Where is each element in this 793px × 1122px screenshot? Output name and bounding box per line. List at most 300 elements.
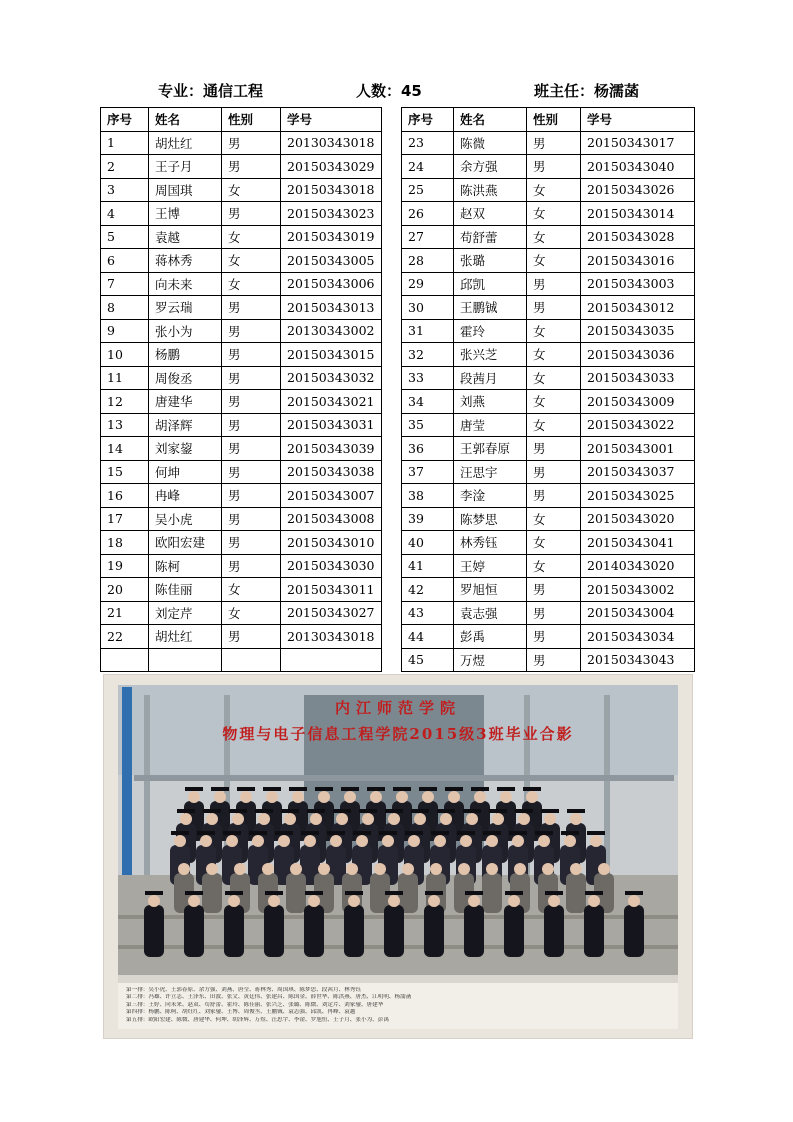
cell-student-id: 20150343039 — [281, 437, 382, 461]
graduate-head — [206, 863, 218, 875]
mortarboard-cap — [585, 891, 603, 895]
cell-number: 30 — [402, 296, 454, 320]
cell-gender — [222, 648, 281, 672]
mortarboard-cap — [385, 891, 403, 895]
cell-number: 8 — [101, 296, 149, 320]
graduate-head — [570, 813, 582, 825]
graduate-head — [232, 813, 244, 825]
graduate-head — [374, 863, 386, 875]
cell-number: 22 — [101, 625, 149, 649]
graduate-figure — [144, 905, 164, 957]
cell-number: 38 — [402, 484, 454, 508]
mortarboard-cap — [275, 831, 293, 835]
graduate-head — [486, 863, 498, 875]
graduate-head — [188, 791, 200, 803]
cell-name: 欧阳宏建 — [149, 531, 222, 555]
table-row — [402, 437, 695, 461]
graduate-head — [434, 835, 446, 847]
cell-name: 何坤 — [149, 460, 222, 484]
major-label: 专业：通信工程 — [158, 82, 264, 100]
cell-number: 24 — [402, 155, 454, 179]
graduate-head — [570, 863, 582, 875]
cell-number: 36 — [402, 437, 454, 461]
graduate-head — [278, 835, 290, 847]
cell-student-id: 20130343018 — [281, 131, 382, 155]
mortarboard-cap — [545, 891, 563, 895]
cell-student-id: 20150343023 — [281, 202, 382, 226]
roster-header — [0, 80, 793, 102]
cell-gender: 男 — [222, 507, 281, 531]
table-row — [101, 484, 382, 508]
mortarboard-cap — [561, 831, 579, 835]
mortarboard-cap — [345, 891, 363, 895]
graduate-head — [290, 863, 302, 875]
mortarboard-cap — [171, 831, 189, 835]
table-row — [402, 296, 695, 320]
table-row — [101, 272, 382, 296]
graduate-head — [234, 863, 246, 875]
mortarboard-cap — [307, 809, 325, 813]
table-row — [101, 648, 382, 672]
cell-student-id: 20150343041 — [581, 531, 695, 555]
roster-table-left — [100, 107, 382, 672]
cell-name: 万煜 — [454, 648, 527, 672]
cell-number: 13 — [101, 413, 149, 437]
graduate-head — [292, 791, 304, 803]
table-row — [402, 460, 695, 484]
mortarboard-cap — [367, 787, 385, 791]
cell-number: 41 — [402, 554, 454, 578]
graduate-figure — [202, 873, 222, 913]
table-row — [402, 578, 695, 602]
graduate-head — [388, 895, 400, 907]
cell-number: 35 — [402, 413, 454, 437]
cell-name: 刘定芹 — [149, 601, 222, 625]
cell-student-id: 20150343022 — [581, 413, 695, 437]
table-row — [101, 249, 382, 273]
cell-name: 冉峰 — [149, 484, 222, 508]
cell-name: 袁越 — [149, 225, 222, 249]
graduate-head — [310, 813, 322, 825]
mortarboard-cap — [203, 809, 221, 813]
col-header-gender: 性别 — [527, 108, 581, 132]
cell-gender: 男 — [222, 531, 281, 555]
cell-name: 王鹏铖 — [454, 296, 527, 320]
table-row — [402, 178, 695, 202]
graduation-group-photo — [103, 674, 693, 1039]
cell-student-id: 20150343029 — [281, 155, 382, 179]
cell-name: 唐建华 — [149, 390, 222, 414]
cell-student-id: 20150343005 — [281, 249, 382, 273]
cell-gender: 男 — [527, 484, 581, 508]
table-row — [101, 155, 382, 179]
graduate-figure — [566, 873, 586, 913]
cell-gender: 男 — [527, 460, 581, 484]
graduate-head — [370, 791, 382, 803]
table-row — [402, 484, 695, 508]
cell-student-id: 20150343007 — [281, 484, 382, 508]
cell-name: 赵双 — [454, 202, 527, 226]
mortarboard-cap — [359, 809, 377, 813]
cell-gender: 女 — [527, 507, 581, 531]
cell-number: 12 — [101, 390, 149, 414]
cell-gender: 男 — [222, 366, 281, 390]
col-header-student-id: 学号 — [281, 108, 382, 132]
cell-student-id: 20150343032 — [281, 366, 382, 390]
col-header-number: 序号 — [402, 108, 454, 132]
cell-name: 王博 — [149, 202, 222, 226]
cell-gender: 男 — [527, 578, 581, 602]
cell-number: 2 — [101, 155, 149, 179]
cell-gender: 男 — [222, 625, 281, 649]
mortarboard-cap — [255, 809, 273, 813]
table-row — [402, 413, 695, 437]
cell-name: 唐莹 — [454, 413, 527, 437]
cell-number: 37 — [402, 460, 454, 484]
table-row — [101, 507, 382, 531]
graduate-head — [330, 835, 342, 847]
cell-gender: 女 — [222, 249, 281, 273]
mortarboard-cap — [263, 787, 281, 791]
mortarboard-cap — [509, 831, 527, 835]
cell-name: 胡灶红 — [149, 131, 222, 155]
graduate-head — [486, 835, 498, 847]
mortarboard-cap — [625, 891, 643, 895]
cell-gender: 女 — [222, 578, 281, 602]
cell-gender: 男 — [527, 296, 581, 320]
cell-name: 汪思宇 — [454, 460, 527, 484]
cell-name: 张小为 — [149, 319, 222, 343]
cell-number: 33 — [402, 366, 454, 390]
graduate-head — [518, 813, 530, 825]
table-row — [101, 578, 382, 602]
mortarboard-cap — [393, 787, 411, 791]
table-row — [402, 390, 695, 414]
cell-gender: 男 — [222, 319, 281, 343]
cell-name: 杨鹏 — [149, 343, 222, 367]
cell-student-id: 20150343003 — [581, 272, 695, 296]
mortarboard-cap — [229, 809, 247, 813]
graduate-head — [148, 895, 160, 907]
col-header-number: 序号 — [101, 108, 149, 132]
mortarboard-cap — [587, 831, 605, 835]
graduate-head — [402, 863, 414, 875]
cell-student-id: 20150343014 — [581, 202, 695, 226]
cell-name: 余方强 — [454, 155, 527, 179]
table-row — [402, 648, 695, 672]
mortarboard-cap — [305, 891, 323, 895]
graduate-head — [206, 813, 218, 825]
cell-gender: 女 — [527, 531, 581, 555]
graduate-head — [336, 813, 348, 825]
cell-gender: 女 — [527, 390, 581, 414]
graduate-figure — [384, 905, 404, 957]
graduate-head — [318, 863, 330, 875]
cell-number: 45 — [402, 648, 454, 672]
graduate-head — [382, 835, 394, 847]
table-row — [402, 531, 695, 555]
cell-name: 苟舒蕾 — [454, 225, 527, 249]
graduate-head — [598, 863, 610, 875]
photo-caption-title: 物理与电子信息工程学院2015级3班毕业合影 — [222, 725, 574, 743]
graduate-head — [526, 791, 538, 803]
graduate-figure — [584, 905, 604, 957]
graduate-head — [548, 895, 560, 907]
cell-student-id: 20150343040 — [581, 155, 695, 179]
cell-number: 21 — [101, 601, 149, 625]
cell-number: 10 — [101, 343, 149, 367]
graduate-head — [308, 895, 320, 907]
cell-student-id: 20150343028 — [581, 225, 695, 249]
table-row — [402, 225, 695, 249]
mortarboard-cap — [465, 891, 483, 895]
graduate-head — [466, 813, 478, 825]
cell-number: 27 — [402, 225, 454, 249]
table-row — [101, 202, 382, 226]
cell-student-id: 20150343021 — [281, 390, 382, 414]
cell-student-id: 20150343036 — [581, 343, 695, 367]
photo-school-title: 内江师范学院 — [334, 699, 461, 717]
mortarboard-cap — [379, 831, 397, 835]
cell-student-id: 20150343027 — [281, 601, 382, 625]
cell-number: 17 — [101, 507, 149, 531]
graduate-head — [344, 791, 356, 803]
mortarboard-cap — [411, 809, 429, 813]
cell-name: 李淦 — [454, 484, 527, 508]
cell-student-id: 20150343020 — [581, 507, 695, 531]
table-row — [101, 131, 382, 155]
mortarboard-cap — [505, 891, 523, 895]
cell-number: 26 — [402, 202, 454, 226]
graduate-head — [188, 895, 200, 907]
mortarboard-cap — [353, 831, 371, 835]
mortarboard-cap — [333, 809, 351, 813]
cell-gender: 男 — [527, 625, 581, 649]
mortarboard-cap — [145, 891, 163, 895]
cell-number: 39 — [402, 507, 454, 531]
cell-student-id: 20150343037 — [581, 460, 695, 484]
graduate-head — [538, 835, 550, 847]
cell-student-id: 20150343035 — [581, 319, 695, 343]
cell-student-id: 20150343025 — [581, 484, 695, 508]
cell-gender: 女 — [527, 554, 581, 578]
table-row — [101, 178, 382, 202]
mortarboard-cap — [523, 787, 541, 791]
graduate-figure — [464, 905, 484, 957]
col-header-student-id: 学号 — [581, 108, 695, 132]
cell-gender: 男 — [527, 437, 581, 461]
table-row — [402, 202, 695, 226]
cell-name: 王郭春原 — [454, 437, 527, 461]
mortarboard-cap — [301, 831, 319, 835]
graduate-figure — [424, 905, 444, 957]
table-row — [101, 225, 382, 249]
graduate-head — [214, 791, 226, 803]
col-header-name: 姓名 — [149, 108, 222, 132]
cell-student-id: 20150343010 — [281, 531, 382, 555]
cell-student-id: 20130343002 — [281, 319, 382, 343]
graduate-head — [544, 813, 556, 825]
mortarboard-cap — [223, 831, 241, 835]
cell-gender: 男 — [527, 272, 581, 296]
table-row — [101, 625, 382, 649]
mortarboard-cap — [541, 809, 559, 813]
cell-name: 彭禹 — [454, 625, 527, 649]
cell-gender: 男 — [222, 343, 281, 367]
cell-gender: 女 — [527, 366, 581, 390]
graduate-head — [258, 813, 270, 825]
table-row — [402, 554, 695, 578]
cell-gender: 男 — [222, 390, 281, 414]
roster-table-right — [401, 107, 695, 672]
cell-name: 张兴芝 — [454, 343, 527, 367]
cell-number: 9 — [101, 319, 149, 343]
cell-gender: 女 — [527, 413, 581, 437]
graduate-head — [588, 895, 600, 907]
table-row — [101, 601, 382, 625]
graduate-head — [252, 835, 264, 847]
cell-student-id — [281, 648, 382, 672]
mortarboard-cap — [385, 809, 403, 813]
table-row — [101, 343, 382, 367]
cell-number: 3 — [101, 178, 149, 202]
cell-gender: 女 — [527, 178, 581, 202]
cell-student-id: 20150343031 — [281, 413, 382, 437]
cell-gender: 女 — [527, 249, 581, 273]
mortarboard-cap — [265, 891, 283, 895]
mortarboard-cap — [405, 831, 423, 835]
cell-student-id: 20150343008 — [281, 507, 382, 531]
table-row — [402, 155, 695, 179]
graduate-head — [460, 835, 472, 847]
cell-gender: 男 — [527, 155, 581, 179]
graduate-head — [228, 895, 240, 907]
mortarboard-cap — [185, 891, 203, 895]
cell-name: 陈梦思 — [454, 507, 527, 531]
cell-name: 向未来 — [149, 272, 222, 296]
cell-student-id: 20150343017 — [581, 131, 695, 155]
mortarboard-cap — [535, 831, 553, 835]
graduate-head — [200, 835, 212, 847]
graduate-head — [362, 813, 374, 825]
photo-name-row: 第三排：王婷、向未来、赵双、苟舒蕾、霍玲、陈佳丽、张兴芝、张璐、陈微、刘定芹、刘家鋆、唐建华 — [126, 1001, 384, 1008]
mortarboard-cap — [431, 831, 449, 835]
cell-name: 罗云瑞 — [149, 296, 222, 320]
cell-student-id: 20130343018 — [281, 625, 382, 649]
graduate-head — [266, 791, 278, 803]
cell-number — [101, 648, 149, 672]
table-row — [402, 601, 695, 625]
cell-gender: 男 — [222, 131, 281, 155]
cell-gender: 女 — [222, 272, 281, 296]
mortarboard-cap — [567, 809, 585, 813]
cell-name: 张璐 — [454, 249, 527, 273]
photo-name-row: 第一排：吴小虎、王郭春原、余方强、刘燕、唐莹、蒋林秀、周国琪、陈梦思、段茜月、林秀钰 — [126, 987, 361, 993]
cell-student-id: 20150343012 — [581, 296, 695, 320]
cell-name: 袁志强 — [454, 601, 527, 625]
table-row — [101, 296, 382, 320]
graduate-head — [428, 895, 440, 907]
cell-number: 19 — [101, 554, 149, 578]
graduate-figure — [624, 905, 644, 957]
graduate-head — [512, 835, 524, 847]
mortarboard-cap — [185, 787, 203, 791]
head-teacher-label: 班主任：杨濡菡 — [534, 82, 640, 100]
graduate-figure — [482, 873, 502, 913]
mortarboard-cap — [281, 809, 299, 813]
graduate-head — [240, 791, 252, 803]
mortarboard-cap — [177, 809, 195, 813]
cell-number: 6 — [101, 249, 149, 273]
graduate-head — [492, 813, 504, 825]
mortarboard-cap — [419, 787, 437, 791]
cell-student-id: 20150343016 — [581, 249, 695, 273]
cell-number: 34 — [402, 390, 454, 414]
col-header-name: 姓名 — [454, 108, 527, 132]
graduate-head — [284, 813, 296, 825]
mortarboard-cap — [463, 809, 481, 813]
table-row — [101, 531, 382, 555]
cell-gender: 女 — [527, 225, 581, 249]
table-row — [101, 319, 382, 343]
mortarboard-cap — [225, 891, 243, 895]
graduate-figure — [184, 905, 204, 957]
cell-student-id: 20150343002 — [581, 578, 695, 602]
graduate-figure — [264, 905, 284, 957]
table-row — [402, 343, 695, 367]
cell-number: 44 — [402, 625, 454, 649]
table-row — [402, 366, 695, 390]
cell-number: 40 — [402, 531, 454, 555]
mortarboard-cap — [197, 831, 215, 835]
cell-name: 刘家鋆 — [149, 437, 222, 461]
cell-name: 陈洪燕 — [454, 178, 527, 202]
cell-number: 31 — [402, 319, 454, 343]
cell-gender: 男 — [222, 437, 281, 461]
mortarboard-cap — [249, 831, 267, 835]
graduate-head — [514, 863, 526, 875]
mortarboard-cap — [327, 831, 345, 835]
table-row — [402, 625, 695, 649]
cell-number: 42 — [402, 578, 454, 602]
graduate-head — [564, 835, 576, 847]
graduate-figure — [544, 905, 564, 957]
col-header-gender: 性别 — [222, 108, 281, 132]
cell-student-id: 20150343001 — [581, 437, 695, 461]
cell-student-id: 20150343011 — [281, 578, 382, 602]
graduate-head — [348, 895, 360, 907]
cell-name: 胡灶红 — [149, 625, 222, 649]
cell-name: 胡泽辉 — [149, 413, 222, 437]
cell-gender: 男 — [527, 131, 581, 155]
table-row — [101, 390, 382, 414]
cell-name: 王子月 — [149, 155, 222, 179]
mortarboard-cap — [211, 787, 229, 791]
cell-name: 霍玲 — [454, 319, 527, 343]
graduate-head — [448, 791, 460, 803]
table-row — [101, 437, 382, 461]
cell-gender: 男 — [222, 413, 281, 437]
table-header-row — [101, 108, 382, 132]
graduate-head — [180, 813, 192, 825]
graduate-head — [474, 791, 486, 803]
mortarboard-cap — [483, 831, 501, 835]
table-row — [402, 319, 695, 343]
graduate-head — [356, 835, 368, 847]
graduate-head — [268, 895, 280, 907]
cell-number: 29 — [402, 272, 454, 296]
cell-name — [149, 648, 222, 672]
